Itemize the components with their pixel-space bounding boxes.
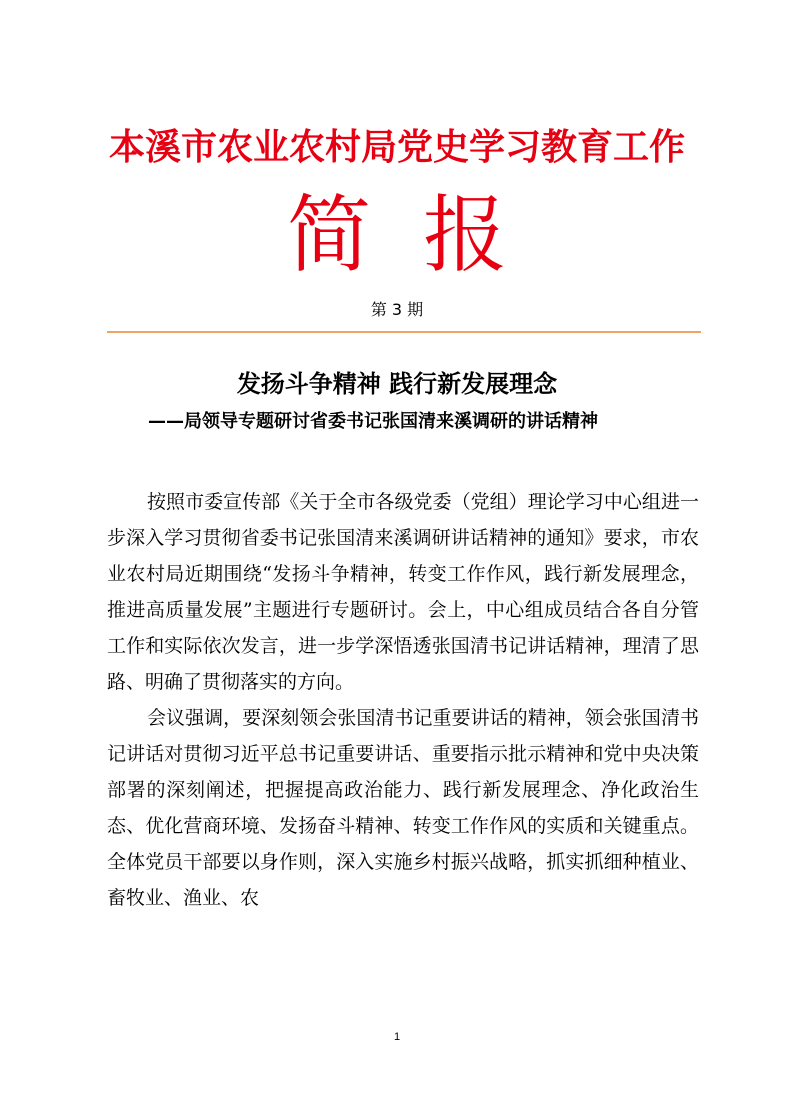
page-number: 1 bbox=[393, 1031, 401, 1043]
article-body bbox=[107, 484, 699, 916]
article-headline: 发扬斗争精神 践行新发展理念 bbox=[236, 370, 558, 398]
issue-number: 第 3 期 bbox=[370, 300, 424, 319]
body-paragraph-2: 会议强调，要深刻领会张国清书记重要讲话的精神，领会张国清书记讲话对贯彻习近平总书记重要讲话、重要指示批示精神和党中央决策部署的深刻阐述，把握提高政治能力、践行新发展理念、净化政治生态、优化营商环境、发扬奋斗精神、转变工作作风的实质和关键重点。全体党员干部要以身作则，深入实施乡村振兴战略，抓实抓细种植业、畜牧业、渔业、农 bbox=[107, 707, 699, 909]
brief-title-char-2: 报 bbox=[423, 186, 508, 284]
masthead: 本溪市农业农村局党史学习教育工作 bbox=[108, 127, 685, 168]
article-subheadline: ——局领导专题研讨省委书记张国清来溪调研的讲话精神 bbox=[148, 411, 598, 432]
header-divider bbox=[107, 331, 701, 333]
brief-title bbox=[0, 180, 794, 290]
brief-title-char-1: 简 bbox=[286, 186, 371, 284]
body-paragraph-1: 按照市委宣传部《关于全市各级党委（党组）理论学习中心组进一步深入学习贯彻省委书记张国清来溪调研讲话精神的通知》要求，市农业农村局近期围绕“发扬斗争精神，转变工作作风，践行新发展理念，推进高质量发展”主题进行专题研讨。会上，中心组成员结合各自分管工作和实际依次发言，进一步学深悟透张国清书记讲话精神，理清了思路、明确了贯彻落实的方向。 bbox=[107, 491, 699, 693]
